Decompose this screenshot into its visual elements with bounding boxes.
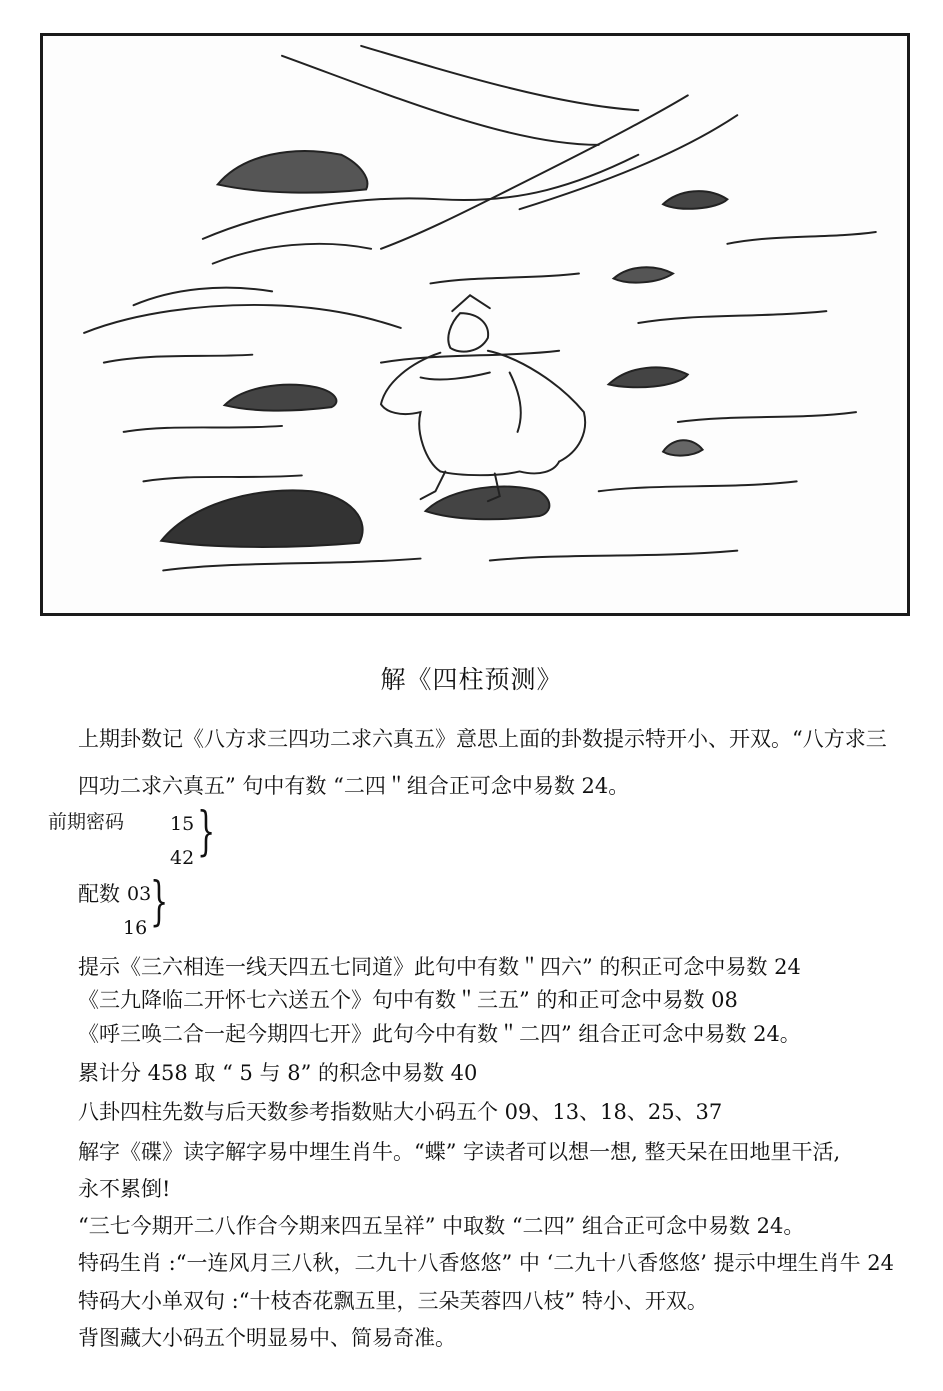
illustration-frame (40, 33, 910, 616)
hint-line-9: 特码生肖 :“一连风月三八秋，二九十八香悠悠” 中 ‘二九十八香悠悠’ 提示中埋生肖牛 24 (78, 1251, 894, 1275)
hint-line-1: 提示《三六相连一线天四五七同道》此句中有数＂四六” 的积正可念中易数 24 (78, 955, 801, 979)
previous-code-number-2: 42 (170, 847, 195, 869)
hint-line-8: “三七今期开二八作合今期来四五呈祥” 中取数 “二四” 组合正可念中易数 24。 (78, 1214, 805, 1238)
paragraph-line-1: 上期卦数记《八方求三四功二求六真五》意思上面的卦数提示特开小、开双。“八方求三 (78, 727, 887, 751)
pair-numbers-brace: } (150, 872, 169, 932)
section-title: 解《四柱预测》 (380, 665, 563, 694)
hint-line-5: 八卦四柱先数与后天数参考指数贴大小码五个 09、13、18、25、37 (78, 1100, 723, 1124)
hint-line-4: 累计分 458 取 “ 5 与 8” 的积念中易数 40 (78, 1061, 478, 1085)
hint-line-3: 《呼三唤二合一起今期四七开》此句今中有数＂二四” 组合正可念中易数 24。 (78, 1022, 801, 1046)
hint-line-10: 特码大小单双句 :“十枝杏花飘五里，三朵芙蓉四八枝” 特小、开双。 (78, 1289, 708, 1313)
hint-line-11: 背图藏大小码五个明显易中、简易奇准。 (78, 1326, 456, 1350)
previous-code-number-1: 15 (170, 813, 195, 835)
hint-line-6: 解字《碟》读字解字易中埋生肖牛。“蝶” 字读者可以想一想, 整天呆在田地里干活, (78, 1140, 841, 1164)
scholar-crossing-river-illustration (43, 36, 907, 613)
previous-code-brace: } (197, 802, 216, 862)
hint-line-2: 《三九降临二开怀七六送五个》句中有数＂三五” 的和正可念中易数 08 (78, 988, 738, 1012)
hint-line-7: 永不累倒! (78, 1177, 171, 1201)
paragraph-line-2: 四功二求六真五” 句中有数 “二四＂组合正可念中易数 24。 (78, 774, 630, 798)
pair-number-1: 03 (127, 883, 152, 905)
previous-code-label: 前期密码 (48, 811, 125, 833)
pair-numbers-label: 配数 (78, 882, 120, 906)
pair-number-2: 16 (123, 917, 148, 939)
